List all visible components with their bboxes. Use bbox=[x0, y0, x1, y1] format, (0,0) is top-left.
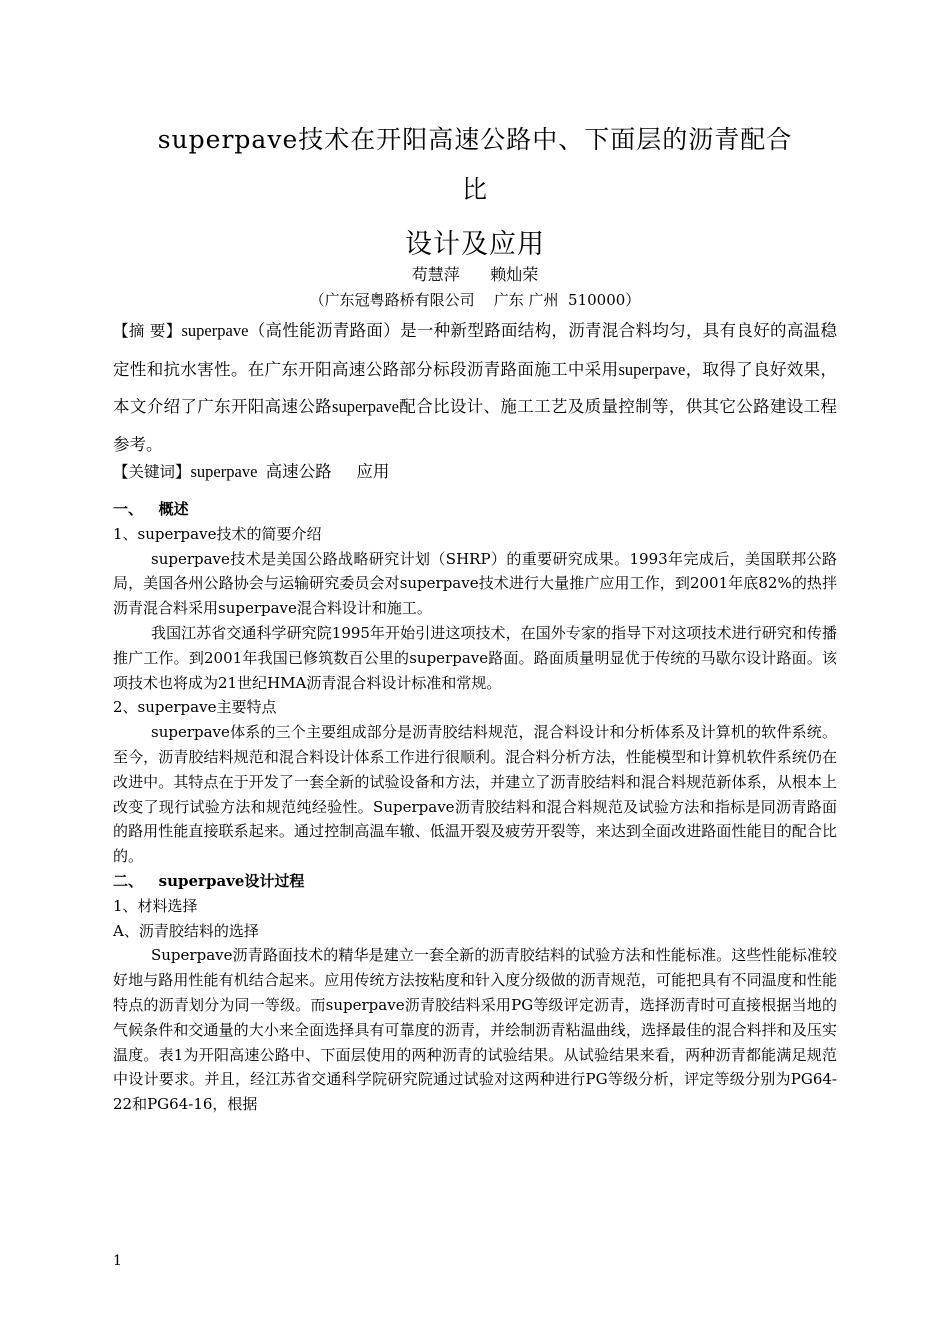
abstract-label: 【摘 要】 bbox=[113, 322, 182, 340]
subsection-heading-2-1: 1、材料选择 bbox=[113, 896, 198, 915]
abstract bbox=[113, 312, 837, 463]
body-text bbox=[113, 497, 837, 1117]
keywords-label: 【关键词】 bbox=[113, 463, 191, 481]
affiliation: （广东冠粤路桥有限公司 广东 广州 510000） bbox=[309, 291, 641, 309]
subsection-heading-2-A: A、沥青胶结料的选择 bbox=[113, 921, 259, 940]
page-number: 1 bbox=[113, 1253, 122, 1269]
keywords-text: superpave 高速公路 应用 bbox=[190, 462, 390, 481]
title-line-1: superpave技术在开阳高速公路中、下面层的沥青配合 bbox=[157, 125, 793, 154]
authors: 苟慧萍 赖灿荣 bbox=[411, 265, 539, 284]
keywords bbox=[113, 458, 837, 482]
section-heading-2: 二、 superpave设计过程 bbox=[113, 871, 305, 890]
paragraph: Superpave沥青路面技术的精华是建立一套全新的沥青胶结料的试验方法和性能标准。这些性能标准较好地与路用性能有机结合起来。应用传统方法按粘度和针入度分级做的沥青规范，可能把具有不同温度和性能特点的沥青划分为同一等级。而superpave沥青胶结料采用PG等级评定沥青，选择沥青时可直接根据当地的气候条件和交通量的大小来全面选择具有可靠度的沥青，并绘制沥青粘温曲线，选择最佳的混合料拌和及压实温度。表1为开阳高速公路中、下面层使用的两种沥青的试验结果。从试验结果来看，两种沥青都能满足规范中设计要求。并且，经江苏省交通科学院研究院通过试验对这两种进行PG等级分析，评定等级分别为PG64-22和PG64-16，根据 bbox=[113, 946, 837, 1114]
paragraph: 我国江苏省交通科学研究院1995年开始引进这项技术，在国外专家的指导下对这项技术进行研究和传播推广工作。到2001年我国已修筑数百公里的superpave路面。路面质量明显优于传统的马歇尔设计路面。该项技术也将成为21世纪HMA沥青混合料设计标准和常规。 bbox=[113, 623, 837, 692]
paragraph: superpave技术是美国公路战略研究计划（SHRP）的重要研究成果。1993年完成后，美国联邦公路局，美国各州公路协会与运输研究委员会对superpave技术进行大量推广应用工作，到2001年底82%的热拌沥青混合料采用superpave混合料设计和施工。 bbox=[113, 549, 837, 618]
subsection-heading-1-2: 2、superpave主要特点 bbox=[113, 698, 277, 717]
title-line-2: 比 bbox=[461, 175, 488, 204]
section-heading-1: 一、 概述 bbox=[113, 500, 189, 518]
subsection-heading-1-1: 1、superpave技术的简要介绍 bbox=[113, 524, 322, 543]
title-line-3: 设计及应用 bbox=[405, 229, 545, 260]
abstract-text: superpave（高性能沥青路面）是一种新型路面结构，沥青混合料均匀，具有良好的高温稳定性和抗水害性。在广东开阳高速公路部分标段沥青路面施工中采用superpave，取得了良好效果，本文介绍了广东开阳高速公路superpave配合比设计、施工工艺及质量控制等，供其它公路建设工程参考。 bbox=[113, 321, 837, 454]
paragraph: superpave体系的三个主要组成部分是沥青胶结料规范，混合料设计和分析体系及计算机的软件系统。至今，沥青胶结料规范和混合料设计体系工作进行很顺利。混合料分析方法，性能模型和计算机软件系统仍在改进中。其特点在于开发了一套全新的试验设备和方法，并建立了沥青胶结料和混合料规范新体系，从根本上改变了现行试验方法和规范纯经验性。Superpave沥青胶结料和混合料规范及试验方法和指标是同沥青路面的路用性能直接联系起来。通过控制高温车辙、低温开裂及疲劳开裂等，来达到全面改进路面性能目的配合比的。 bbox=[113, 723, 837, 866]
